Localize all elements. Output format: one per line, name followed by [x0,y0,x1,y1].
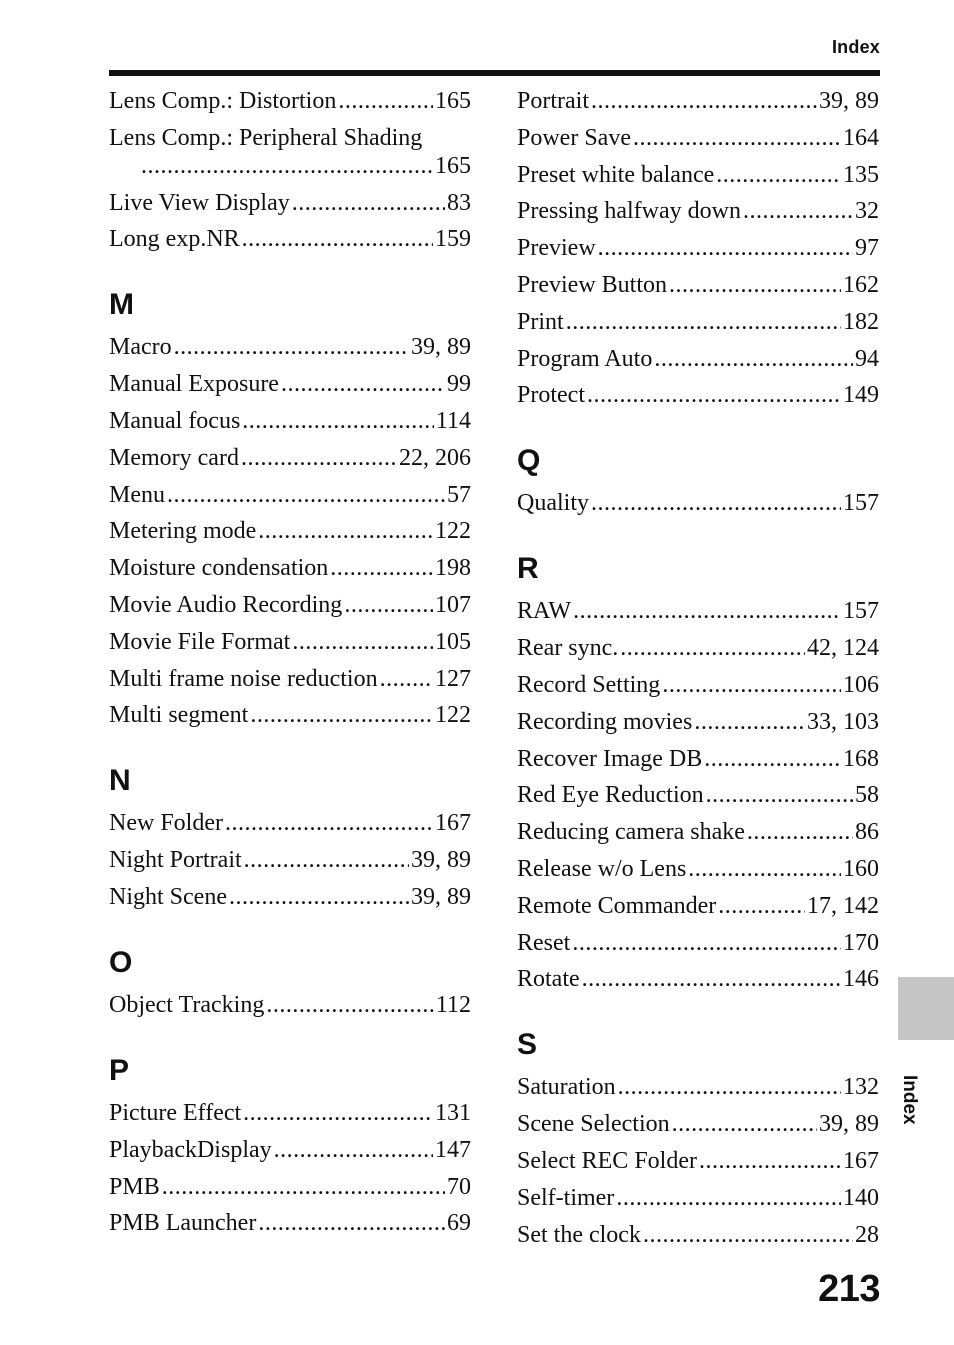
index-page-ref: 132 [843,1074,879,1101]
index-entry [109,123,471,181]
index-entry [109,1172,471,1202]
dot-leader [244,845,409,875]
index-entry [517,928,879,958]
index-section-letter: S [517,1028,538,1062]
dot-leader [330,553,433,583]
index-page-ref: 198 [435,555,471,582]
index-entry [517,380,879,410]
index-page-ref: 39, 89 [819,1111,879,1138]
dot-leader [704,744,841,774]
index-term: Macro [109,334,172,361]
dot-leader [688,854,841,884]
index-page-ref: 159 [435,226,471,253]
index-term: Saturation [517,1074,616,1101]
index-page-ref: 39, 89 [411,847,471,874]
dot-leader [718,891,805,921]
index-entry [517,964,879,994]
dot-leader [699,1146,841,1176]
index-term: Night Scene [109,883,227,910]
index-page-ref: 127 [435,665,471,692]
index-entry [517,86,879,116]
index-page-ref: 39, 89 [411,883,471,910]
index-section-letter: O [109,945,133,979]
index-term: Quality [517,490,589,517]
index-entry [109,369,471,399]
index-entry [517,1109,879,1139]
dot-leader [643,1220,853,1250]
index-page-ref: 99 [447,371,471,398]
index-page-ref: 39, 89 [819,88,879,114]
dot-leader [225,808,433,838]
dot-leader [281,369,445,399]
dot-leader [338,86,433,116]
index-entry [109,480,471,510]
index-page-ref: 33, 103 [807,708,879,735]
index-entry [109,516,471,546]
index-page-ref: 105 [435,628,471,655]
index-entry [109,990,471,1020]
index-term: Lens Comp.: Distortion [109,88,337,114]
index-term: Recording movies [517,708,693,735]
index-term: Night Portrait [109,847,242,874]
index-page-ref: 165 [435,88,471,114]
index-column-right [517,86,879,1256]
dot-leader [706,780,853,810]
index-page-ref: 112 [435,991,471,1018]
index-page-ref: 135 [843,161,879,188]
index-entry [109,1208,471,1238]
index-column-left [109,86,471,1245]
index-term: Rotate [517,966,580,993]
dot-leader [747,817,853,847]
index-entry [109,86,471,116]
index-page-ref: 146 [843,966,879,993]
dot-leader [616,1183,841,1213]
index-entry [517,270,879,300]
index-entry [517,1072,879,1102]
index-term: Select REC Folder [517,1147,697,1174]
index-page-ref: 122 [435,518,471,545]
dot-leader [174,332,409,362]
index-page-ref: 28 [855,1221,879,1248]
dot-leader [266,990,434,1020]
dot-leader [598,233,853,263]
dot-leader [716,160,841,190]
index-term: Metering mode [109,518,257,545]
index-page-ref: 140 [843,1184,879,1211]
index-page-ref: 83 [447,189,471,216]
index-entry [517,196,879,226]
index-term: Lens Comp.: Peripheral Shading [109,124,423,151]
index-entry [109,553,471,583]
dot-leader [618,1072,841,1102]
index-entry [109,882,471,912]
index-page-ref: 167 [843,1147,879,1174]
index-page-ref: 167 [435,810,471,837]
index-term: Movie File Format [109,628,291,655]
index-term: Remote Commander [517,892,717,919]
index-term: Reducing camera shake [517,819,745,846]
index-entry [109,1135,471,1165]
index-entry [517,160,879,190]
index-term: New Folder [109,810,223,837]
index-term: Portrait [517,88,589,114]
index-page-ref: 58 [855,782,879,809]
index-term: Protect [517,382,585,409]
dot-leader [672,1109,817,1139]
index-page-ref: 22, 206 [399,444,471,471]
index-term: Moisture condensation [109,555,329,582]
index-term: Program Auto [517,345,653,372]
index-entry [109,188,471,218]
index-term: Long exp.NR [109,226,240,253]
index-term: Red Eye Reduction [517,782,704,809]
dot-leader [669,270,841,300]
index-term: Print [517,308,564,335]
index-page-ref: 162 [843,271,879,298]
dot-leader [167,480,445,510]
dot-leader [662,670,841,700]
dot-leader [229,882,409,912]
index-entry [517,1220,879,1250]
index-page-ref: 122 [435,702,471,729]
dot-leader [582,964,841,994]
header-rule [109,70,880,76]
index-page-ref: 32 [855,198,879,225]
index-entry [109,845,471,875]
index-entry [109,808,471,838]
index-section-letter: R [517,552,539,586]
index-page-ref: 97 [855,235,879,262]
dot-leader [241,443,397,473]
index-section-letter: Q [517,444,541,478]
index-entry [517,1146,879,1176]
index-page-ref: 94 [855,345,879,372]
index-entry [517,670,879,700]
index-entry [517,707,879,737]
index-term: Record Setting [517,671,661,698]
index-term: PMB [109,1173,160,1200]
index-page-ref: 168 [843,745,879,772]
index-term: PMB Launcher [109,1210,257,1237]
index-term: Memory card [109,444,239,471]
dot-leader [591,86,817,116]
index-entry [517,1183,879,1213]
index-term: Manual focus [109,407,241,434]
dot-leader [694,707,805,737]
index-term: Manual Exposure [109,371,279,398]
index-section-letter: N [109,764,131,798]
index-term: RAW [517,598,572,625]
index-entry [517,633,879,663]
index-page-ref: 131 [435,1099,471,1126]
dot-leader [654,344,853,374]
index-entry [109,1098,471,1128]
index-entry [109,406,471,436]
dot-leader [380,664,433,694]
index-entry [109,443,471,473]
index-page-ref: 182 [843,308,879,335]
dot-leader [572,928,841,958]
index-entry [517,780,879,810]
index-term: Scene Selection [517,1111,670,1138]
index-term: Release w/o Lens [517,855,687,882]
dot-leader [274,1135,433,1165]
index-entry [517,488,879,518]
index-term: Recover Image DB [517,745,703,772]
running-header: Index [831,37,880,57]
dot-leader [292,188,445,218]
index-term: Set the clock [517,1221,641,1248]
index-section-letter: P [109,1053,130,1087]
index-term: Self-timer [517,1184,615,1211]
index-page-ref: 164 [843,124,879,151]
index-page-ref: 165 [435,152,471,179]
index-page-ref: 157 [843,598,879,625]
index-term: Preset white balance [517,161,715,188]
index-page-ref: 160 [843,855,879,882]
dot-leader [258,516,433,546]
index-page-ref: 157 [843,490,879,517]
index-page-ref: 69 [447,1210,471,1237]
index-entry [109,590,471,620]
dot-leader [141,151,433,181]
dot-leader [633,123,841,153]
index-term: Menu [109,481,165,508]
dot-leader [258,1208,445,1238]
index-term: Preview Button [517,271,667,298]
index-page-ref: 107 [435,591,471,618]
dot-leader [591,488,841,518]
index-term: Movie Audio Recording [109,591,343,618]
index-term: Power Save [517,124,631,151]
index-page-ref: 114 [435,407,471,434]
index-entry [517,233,879,263]
index-page-ref: 42, 124 [807,635,879,662]
index-entry [109,700,471,730]
index-term: PlaybackDisplay [109,1136,272,1163]
page-number: 213 [818,1268,880,1310]
index-entry [517,891,879,921]
index-term: Live View Display [109,189,290,216]
index-page-ref: 17, 142 [807,892,879,919]
index-entry [517,344,879,374]
dot-leader [162,1172,445,1202]
index-page-ref: 149 [843,382,879,409]
index-page-ref: 57 [447,481,471,508]
index-term: Rear sync. [517,635,619,662]
dot-leader [620,633,805,663]
index-page-ref: 39, 89 [411,334,471,361]
index-term: Reset [517,929,571,956]
index-term: Preview [517,235,596,262]
index-term: Multi segment [109,702,249,729]
dot-leader [242,406,434,436]
index-entry [517,817,879,847]
index-section-letter: M [109,288,134,322]
index-term: Object Tracking [109,991,265,1018]
index-entry [109,332,471,362]
index-entry [517,596,879,626]
index-page-ref: 86 [855,819,879,846]
index-entry [517,744,879,774]
index-term: Pressing halfway down [517,198,741,225]
dot-leader [566,307,841,337]
dot-leader [250,700,433,730]
dot-leader [344,590,433,620]
dot-leader [573,596,841,626]
index-page-ref: 106 [843,671,879,698]
index-page-ref: 170 [843,929,879,956]
dot-leader [292,627,433,657]
index-entry [517,307,879,337]
index-page-ref: 70 [447,1173,471,1200]
dot-leader [587,380,841,410]
index-term: Multi frame noise reduction [109,665,378,692]
index-entry [109,224,471,254]
index-entry [109,627,471,657]
dot-leader [243,1098,433,1128]
index-entry [517,854,879,884]
index-term: Picture Effect [109,1099,242,1126]
index-entry [517,123,879,153]
index-entry [109,664,471,694]
dot-leader [743,196,853,226]
side-thumb-tab [898,977,954,1040]
index-page-ref: 147 [435,1136,471,1163]
side-tab-label: Index [899,1075,920,1125]
dot-leader [242,224,433,254]
